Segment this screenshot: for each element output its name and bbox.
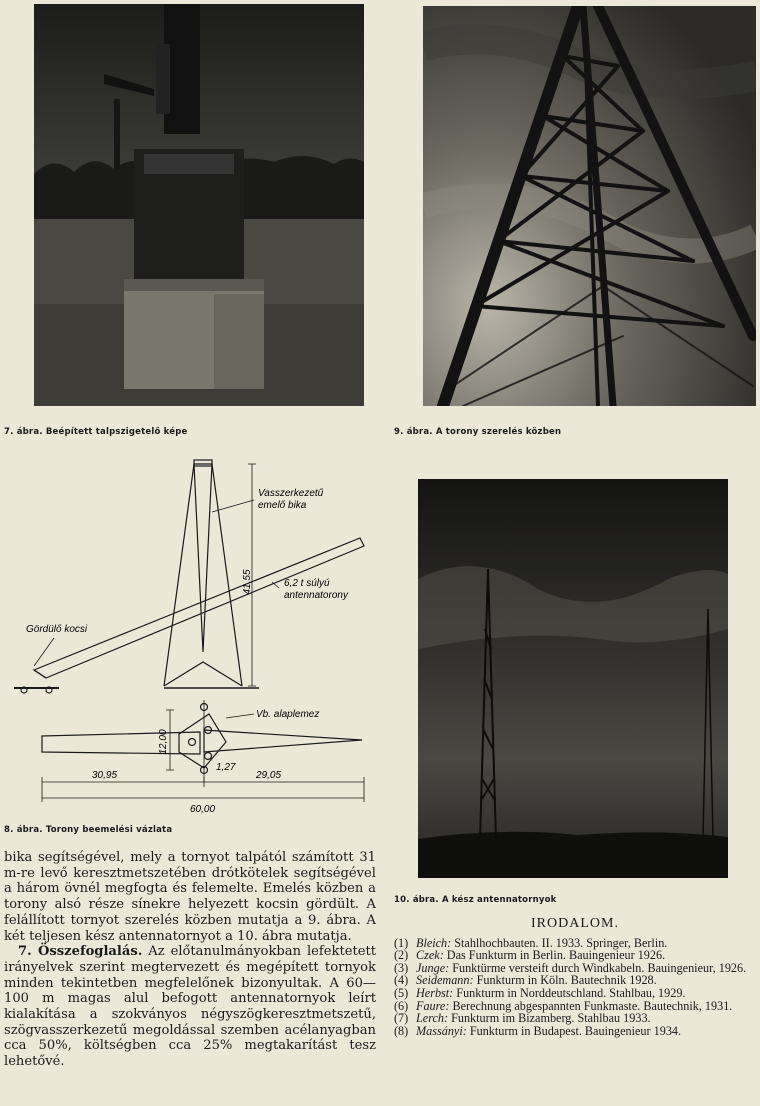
figure-10-photo	[418, 479, 728, 878]
figure-8-diagram	[4, 452, 384, 822]
label-cart: Gördülő kocsi	[26, 624, 88, 635]
section-text: Az előtanulmányokban lefektetett irányelvek szerint megtervezett és megépített tornyok minden tekintetben megfelelőnek bizonyultak. A 60—100 m magas alul befogott antennatornyok leírt kialakítása a szokványos négyszögkeresztmetszetű, szögvasszerkezetű megoldással szemben acélanyagban cca 50%, költségben cca 25% megtakarítást tesz lehetővé.	[4, 944, 376, 1070]
dim-width: 12,00	[158, 729, 169, 755]
body-paragraph-1: bika segítségével, mely a tornyot talpától számított 31 m-re levő keresztmetszetében drótkötelek segítségével a három övnél megfogta és felemelte. Emelés közben a torony alsó része sínekre helyezett kocsin gördült. A felállított tornyot szerelés közben mutatja a 9. ábra. A két teljesen kész antennatornyot a 10. ábra mutatja.	[4, 850, 376, 944]
label-tower-2: antennatorony	[284, 590, 348, 601]
figure-9-photo	[423, 6, 756, 406]
dim-total-length: 60,00	[190, 804, 216, 815]
reference-item: (8) Massányi: Funkturm in Budapest. Bauingenieur 1934.	[394, 1023, 682, 1038]
body-text	[4, 850, 376, 1070]
label-bika: Vasszerkezetű	[258, 488, 324, 499]
reference-item: (1) Bleich: Stahlhochbauten. II. 1933. Springer, Berlin.	[394, 935, 668, 950]
dim-right-length: 29,05	[256, 770, 282, 781]
references	[394, 918, 756, 1037]
figure-9-caption: 9. ábra. A torony szerelés közben	[394, 427, 562, 437]
figure-7-caption: 7. ábra. Beépített talpszigetelő képe	[4, 427, 188, 437]
dim-height: 41,55	[242, 569, 253, 595]
label-plate: Vb. alaplemez	[256, 709, 320, 720]
body-paragraph-2	[4, 944, 376, 1070]
figure-8-caption: 8. ábra. Torony beemelési vázlata	[4, 825, 173, 835]
references-list	[394, 937, 756, 1038]
label-bika-2: emelő bika	[258, 500, 307, 511]
label-tower: 6,2 t súlyú	[284, 578, 330, 589]
references-title: IRODALOM.	[531, 916, 619, 931]
reference-item: (2) Czek: Das Funkturm in Berlin. Bauingenieur 1926.	[394, 948, 666, 963]
section-title: 7. Összefoglalás.	[18, 944, 143, 960]
dim-left-length: 30,95	[92, 770, 118, 781]
reference-item: (5) Herbst: Funkturm in Norddeutschland. Stahlbau, 1929.	[394, 985, 686, 1000]
reference-item: (7) Lerch: Funkturm im Bizamberg. Stahlbau 1933.	[394, 1011, 651, 1026]
reference-item: (6) Faure: Berechnung abgespannten Funkmaste. Bautechnik, 1931.	[394, 998, 733, 1013]
figure-7-photo	[34, 4, 364, 406]
figure-10-caption: 10. ábra. A kész antennatornyok	[394, 895, 557, 905]
reference-item: (4) Seidemann: Funkturm in Köln. Bautechnik 1928.	[394, 973, 657, 988]
dim-small: 1,27	[216, 762, 236, 773]
reference-item: (3) Junge: Funktürme versteift durch Windkabeln. Bauingenieur, 1926.	[394, 960, 747, 975]
